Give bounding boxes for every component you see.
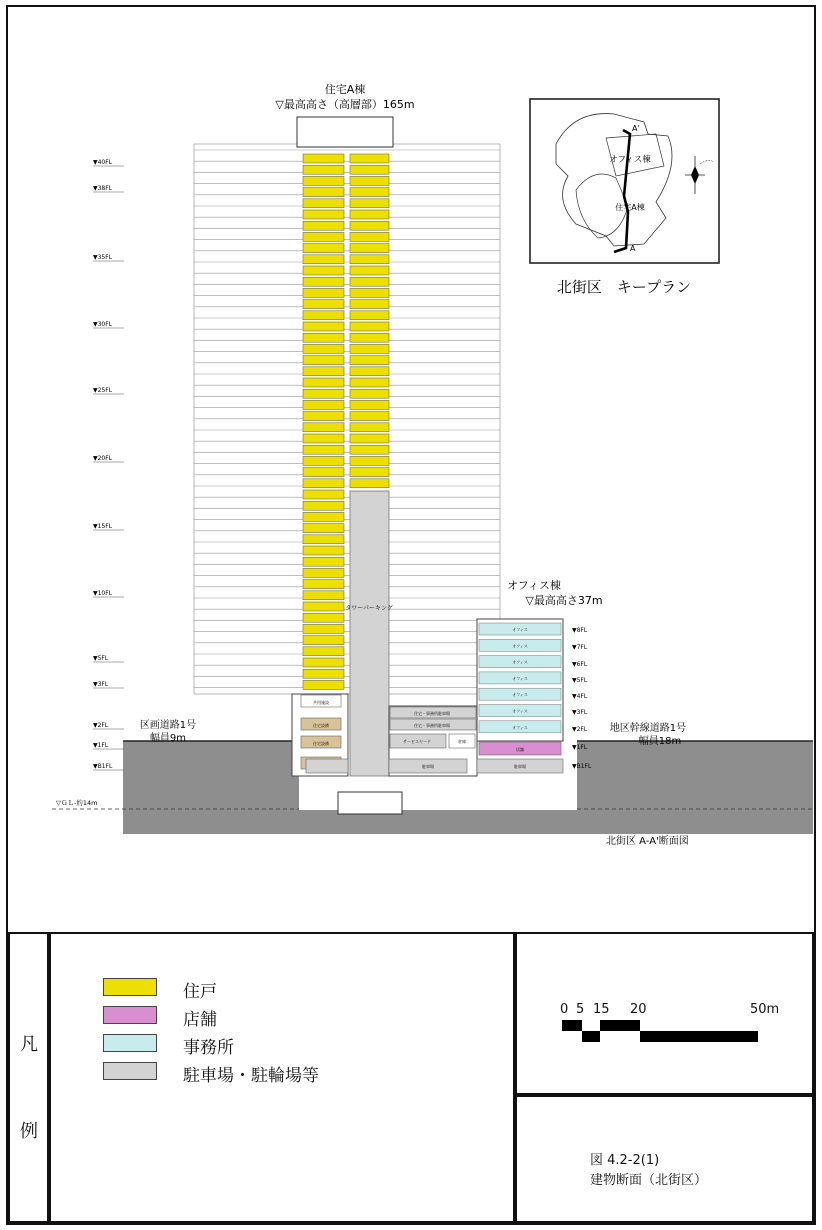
residence-unit bbox=[303, 636, 344, 645]
level-label: ▼3FL bbox=[93, 681, 109, 688]
residence-unit bbox=[303, 199, 344, 208]
legend-heading-1: 凡 bbox=[20, 1034, 38, 1055]
level-label: ▼1FL bbox=[572, 744, 588, 751]
residence-unit bbox=[303, 311, 344, 320]
residence-unit bbox=[303, 658, 344, 667]
residence-unit bbox=[303, 232, 344, 241]
right-road-width: 幅員18m bbox=[638, 736, 682, 747]
residence-unit bbox=[303, 412, 344, 421]
right-road-name: 地区幹線道路1号 bbox=[609, 723, 687, 734]
residence-unit bbox=[303, 389, 344, 398]
residence-unit bbox=[303, 468, 344, 477]
residence-unit bbox=[303, 400, 344, 409]
residence-unit bbox=[303, 669, 344, 678]
scale-label: 50m bbox=[750, 1002, 780, 1017]
basement-label: 駐車場 bbox=[514, 764, 526, 769]
tower-max-height: ▽最高高さ（高層部）165m bbox=[275, 98, 415, 111]
residence-unit bbox=[303, 266, 344, 275]
basement-label: 駐車場 bbox=[422, 764, 434, 769]
residence-unit bbox=[303, 647, 344, 656]
section-title: 北街区 A-A'断面図 bbox=[606, 836, 689, 847]
level-label: ▼B1FL bbox=[93, 763, 113, 770]
residence-unit bbox=[303, 154, 344, 163]
legend-heading-2: 例 bbox=[20, 1121, 38, 1142]
residence-unit bbox=[350, 255, 389, 264]
section-drawing bbox=[16, 14, 822, 939]
office-floor-label: オフィス bbox=[512, 659, 528, 665]
residence-unit bbox=[303, 188, 344, 197]
level-label: ▼5FL bbox=[572, 677, 588, 684]
figure-number: 図 4.2-2(1) bbox=[590, 1153, 660, 1168]
scale-label: 20 bbox=[630, 1002, 647, 1017]
residence-unit bbox=[350, 210, 389, 219]
office-floor-label: オフィス bbox=[512, 675, 528, 681]
residence-unit bbox=[350, 456, 389, 465]
residence-unit bbox=[350, 232, 389, 241]
residence-unit bbox=[350, 165, 389, 174]
level-label: ▼2FL bbox=[93, 722, 109, 729]
figure-caption: 建物断面（北街区） bbox=[590, 1173, 708, 1188]
level-label: ▼38FL bbox=[93, 185, 113, 192]
residence-unit bbox=[303, 613, 344, 622]
office-floor-label: オフィス bbox=[512, 708, 528, 714]
key-plan-section-a: A bbox=[630, 244, 636, 253]
shop-label: 店舗 bbox=[516, 747, 524, 752]
level-label: ▼20FL bbox=[93, 455, 113, 462]
residence-unit bbox=[303, 602, 344, 611]
residence-unit bbox=[303, 535, 344, 544]
residence-unit bbox=[303, 568, 344, 577]
level-label: ▼35FL bbox=[93, 254, 113, 261]
podium-label: サービスヤード bbox=[403, 739, 431, 744]
office-floor-label: オフィス bbox=[512, 724, 528, 730]
residence-unit bbox=[303, 501, 344, 510]
residence-unit bbox=[303, 255, 344, 264]
residence-unit bbox=[303, 580, 344, 589]
residence-unit bbox=[303, 490, 344, 499]
level-label: ▼3FL bbox=[572, 709, 588, 716]
residence-unit bbox=[350, 311, 389, 320]
tower-parking-shaft bbox=[350, 491, 389, 776]
residence-unit bbox=[303, 456, 344, 465]
residence-unit bbox=[303, 176, 344, 185]
residence-unit bbox=[350, 400, 389, 409]
level-label: ▼8FL bbox=[572, 627, 588, 634]
basement-left bbox=[306, 759, 348, 773]
key-plan-title: 北街区 キープラン bbox=[556, 278, 692, 296]
residence-unit bbox=[303, 300, 344, 309]
residence-unit bbox=[303, 367, 344, 376]
residence-unit bbox=[350, 434, 389, 443]
office-name: オフィス棟 bbox=[507, 579, 561, 592]
podium-label: 住宅・事務所駐車場 bbox=[414, 711, 450, 716]
residence-unit bbox=[350, 266, 389, 275]
residence-unit bbox=[350, 468, 389, 477]
level-label: ▼7FL bbox=[572, 644, 588, 651]
office-swatch bbox=[103, 1034, 157, 1052]
residence-unit bbox=[303, 512, 344, 521]
office-floors bbox=[479, 623, 561, 733]
level-label: ▼5FL bbox=[93, 655, 109, 662]
residence-unit bbox=[350, 221, 389, 230]
residence-unit bbox=[350, 344, 389, 353]
shop-label: 店舗 bbox=[183, 1010, 217, 1030]
tower-level-labels bbox=[93, 159, 124, 770]
key-plan-tower-label: 住宅A棟 bbox=[615, 203, 645, 212]
residence-unit bbox=[303, 221, 344, 230]
tower-parking-label: タワーパーキング bbox=[345, 605, 393, 612]
residence-unit bbox=[350, 244, 389, 253]
residence-swatch bbox=[103, 978, 157, 996]
podium-label: 住宅設備 bbox=[313, 741, 329, 746]
residence-unit bbox=[350, 389, 389, 398]
left-road-width: 幅員9m bbox=[149, 733, 187, 744]
residence-unit bbox=[350, 322, 389, 331]
left-road-name: 区画道路1号 bbox=[139, 720, 197, 731]
residence-unit bbox=[350, 300, 389, 309]
residence-unit bbox=[303, 624, 344, 633]
residence-unit bbox=[350, 356, 389, 365]
residence-unit bbox=[350, 288, 389, 297]
scale-label: 5 bbox=[576, 1002, 585, 1017]
residence-unit bbox=[303, 546, 344, 555]
key-plan-section-a-prime: A' bbox=[632, 124, 640, 133]
podium-label: 住宅・事務所駐車場 bbox=[414, 723, 450, 728]
level-label: ▼25FL bbox=[93, 387, 113, 394]
legend-panel bbox=[8, 932, 49, 1223]
level-label: ▼B1FL bbox=[572, 763, 592, 770]
level-label: ▼4FL bbox=[572, 693, 588, 700]
scale-label: 0 bbox=[560, 1002, 569, 1017]
parking-label: 駐車場・駐輪場等 bbox=[183, 1066, 319, 1086]
residence-unit bbox=[350, 188, 389, 197]
office-max-height: ▽最高高さ37m bbox=[525, 594, 603, 607]
residence-unit bbox=[350, 423, 389, 432]
residence-unit bbox=[303, 210, 344, 219]
core-pit bbox=[338, 792, 402, 814]
office-floor-label: オフィス bbox=[512, 643, 528, 649]
key-plan-office-label: オフィス棟 bbox=[609, 155, 651, 165]
office-floor-label: オフィス bbox=[512, 627, 528, 632]
residence-unit bbox=[350, 176, 389, 185]
residence-unit bbox=[350, 378, 389, 387]
residence-unit bbox=[303, 479, 344, 488]
residence-unit bbox=[350, 333, 389, 342]
podium-label: 共用施設 bbox=[313, 700, 329, 705]
podium-label: 倉庫 bbox=[458, 739, 466, 744]
residence-unit bbox=[350, 445, 389, 454]
level-label: ▼15FL bbox=[93, 523, 113, 530]
residence-unit bbox=[303, 445, 344, 454]
shop-swatch bbox=[103, 1006, 157, 1024]
residence-label: 住戸 bbox=[183, 982, 217, 1002]
tower-name: 住宅A棟 bbox=[324, 83, 366, 96]
level-label: ▼1FL bbox=[93, 742, 109, 749]
residence-unit bbox=[303, 344, 344, 353]
residence-unit bbox=[350, 277, 389, 286]
gl-label: ▽ＧＬ-約14m bbox=[56, 799, 98, 807]
scale-bar bbox=[562, 1020, 762, 1042]
caption-panel bbox=[515, 1095, 814, 1223]
residence-unit bbox=[303, 322, 344, 331]
level-label: ▼6FL bbox=[572, 661, 588, 668]
residence-unit bbox=[303, 277, 344, 286]
office-label: 事務所 bbox=[183, 1038, 234, 1058]
level-label: ▼2FL bbox=[572, 726, 588, 733]
scale-label: 15 bbox=[593, 1002, 610, 1017]
residence-unit bbox=[350, 367, 389, 376]
residence-unit bbox=[303, 378, 344, 387]
residence-unit bbox=[303, 165, 344, 174]
residence-unit bbox=[303, 244, 344, 253]
level-label: ▼40FL bbox=[93, 159, 113, 166]
podium-label: 住宅設備 bbox=[313, 723, 329, 728]
residence-unit bbox=[303, 591, 344, 600]
level-label: ▼30FL bbox=[93, 321, 113, 328]
residence-unit bbox=[303, 557, 344, 566]
office-floor-label: オフィス bbox=[512, 692, 528, 698]
residence-unit bbox=[350, 154, 389, 163]
parking-swatch bbox=[103, 1062, 157, 1080]
residence-unit bbox=[303, 524, 344, 533]
level-label: ▼10FL bbox=[93, 590, 113, 597]
tower-crown bbox=[297, 117, 393, 147]
residence-unit bbox=[303, 288, 344, 297]
residence-unit bbox=[350, 412, 389, 421]
residence-unit bbox=[303, 423, 344, 432]
residence-unit bbox=[303, 333, 344, 342]
residence-unit bbox=[350, 199, 389, 208]
residence-unit bbox=[303, 356, 344, 365]
residence-unit bbox=[303, 680, 344, 689]
residence-unit bbox=[350, 479, 389, 488]
residence-unit bbox=[303, 434, 344, 443]
drawing-sheet bbox=[6, 5, 816, 1225]
